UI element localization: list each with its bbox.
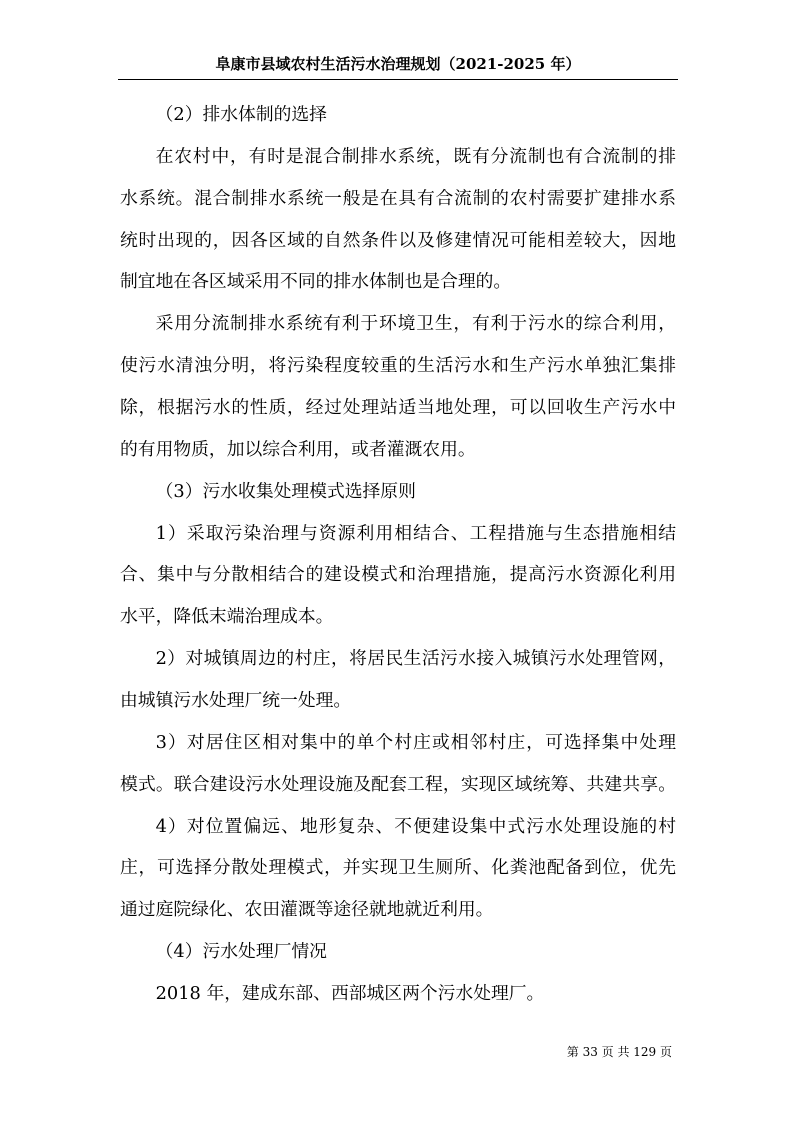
page-number: 第 33 页 共 129 页 [566,1045,672,1059]
paragraph-line: 2018 年，建成东部、西部城区两个污水处理厂。 [155,983,545,1005]
section-heading-collection-principles: （3）污水收集处理模式选择原则 [155,480,416,502]
principle-item-1 [120,513,676,639]
paragraph-line: 除，根据污水的性质，经过处理站适当地处理，可以回收生产污水中 [120,397,676,419]
principle-item-3 [120,722,676,806]
paragraph-line: 2）对城镇周边的村庄，将居民生活污水接入城镇污水处理管网， [155,648,676,670]
paragraph-line: 4）对位置偏远、地形复杂、不便建设集中式污水处理设施的村 [155,815,676,837]
paragraph-line: 采用分流制排水系统有利于环境卫生，有利于污水的综合利用， [155,313,676,335]
paragraph-line: 使污水清浊分明，将污染程度较重的生活污水和生产污水单独汇集排 [120,355,676,377]
principle-item-2 [120,638,676,722]
paragraph-combined-drainage [120,136,676,303]
document-body [120,94,676,1015]
paragraph-line: 由城镇污水处理厂统一处理。 [120,690,352,712]
paragraph-line: 3）对居住区相对集中的单个村庄或相邻村庄，可选择集中处理 [155,731,676,753]
paragraph-treatment-plants [120,973,676,1015]
paragraph-line: 庄，可选择分散处理模式，并实现卫生厕所、化粪池配备到位，优先 [120,857,676,879]
paragraph-line: 通过庭院绿化、农田灌溉等途径就地就近利用。 [120,899,494,921]
paragraph-line: 合、集中与分散相结合的建设模式和治理措施，提高污水资源化利用 [120,564,676,586]
section-heading-treatment-plants: （4）污水处理厂情况 [155,941,327,963]
paragraph-line: 的有用物质，加以综合利用，或者灌溉农用。 [120,438,476,460]
section-heading-drainage-system: （2）排水体制的选择 [155,104,327,125]
paragraph-line: 模式。联合建设污水处理设施及配套工程，实现区域统筹、共建共享。 [120,773,676,795]
paragraph-line: 水平，降低末端治理成本。 [120,606,334,628]
principle-item-4 [120,806,676,932]
paragraph-separate-drainage [120,303,676,470]
paragraph-line: 制宜地在各区域采用不同的排水体制也是合理的。 [120,271,512,293]
document-running-header: 阜康市县域农村生活污水治理规划（2021-2025 年） [118,54,678,80]
paragraph-line: 1）采取污染治理与资源利用相结合、工程措施与生态措施相结 [155,522,676,544]
paragraph-line: 水系统。混合制排水系统一般是在具有合流制的农村需要扩建排水系 [120,187,676,209]
paragraph-line: 在农村中，有时是混合制排水系统，既有分流制也有合流制的排 [155,145,676,167]
paragraph-line: 统时出现的，因各区域的自然条件以及修建情况可能相差较大，因地 [120,229,676,251]
